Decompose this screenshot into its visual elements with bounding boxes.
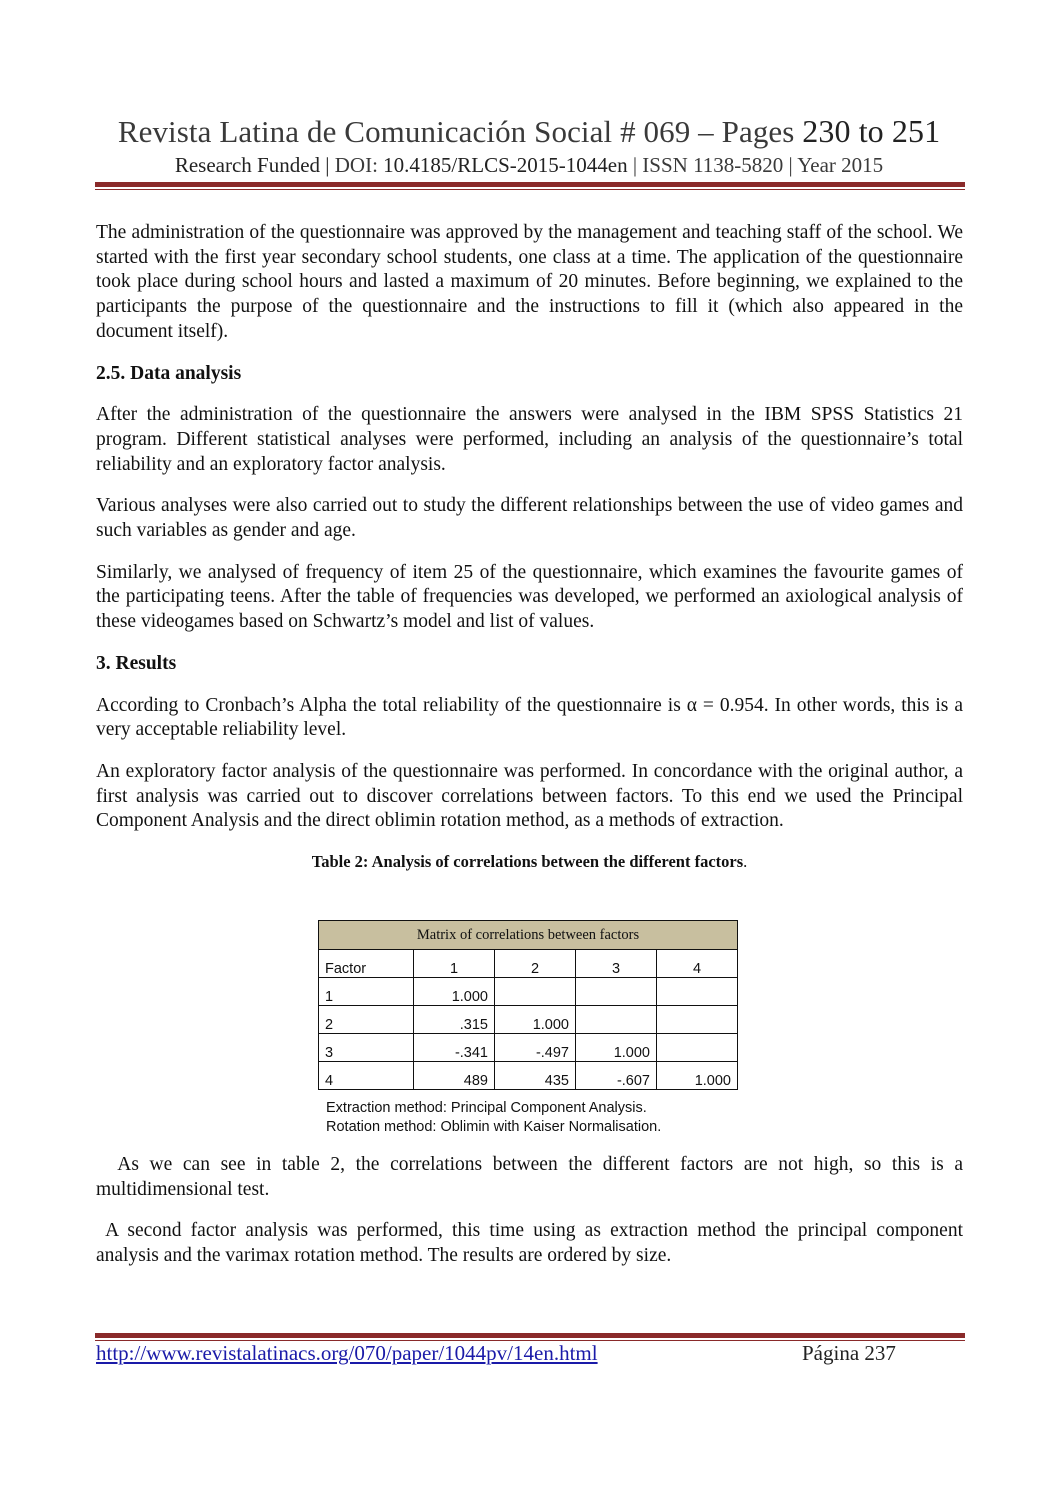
table-cell: 3 [319,1034,414,1062]
journal-title-prefix: Revista Latina de Comunicación Social # 069 – Pages [117,114,803,149]
table-header-cell: 1 [414,950,495,978]
table-header-cell: 4 [657,950,738,978]
subtitle-issn-year: | ISSN 1138-5820 | Year 2015 [627,153,884,177]
table-cell: 1 [319,978,414,1006]
table-cell: 4 [319,1062,414,1090]
section-heading-data-analysis: 2.5. Data analysis [96,362,242,384]
table-cell: 1.000 [576,1034,657,1062]
table-caption [96,851,963,873]
page-number: Página 237 [802,1341,896,1365]
paragraph: After the administration of the questionnaire the answers were analysed in the IBM SPSS Statistics 21 program. Different statistical analyses were performed, including an analysis of the questionnaire’s total reliability and an exploratory factor analysis. [96,404,963,475]
subtitle-research: Research Funded | [174,153,335,177]
table-title: Matrix of correlations between factors [319,921,738,950]
table-row [319,1006,738,1034]
table-cell [657,978,738,1006]
correlation-table-wrapper [318,920,738,1090]
table-row [319,1034,738,1062]
table-cell [576,978,657,1006]
table-cell [576,1006,657,1034]
paragraph: A second factor analysis was performed, this time using as extraction method the principal component analysis and the varimax rotation method. The results are ordered by size. [96,1220,968,1267]
table-cell: 435 [495,1062,576,1090]
subtitle-doi: 10.4185/RLCS-2015-1044en [383,153,628,177]
table-cell: 489 [414,1062,495,1090]
table-caption-text: Table 2: Analysis of correlations between the different factors [311,852,744,872]
header-rule [95,182,965,187]
table-row [319,978,738,1006]
main-content [96,221,963,873]
table-header-cell: 2 [495,950,576,978]
page-header [96,112,962,179]
table-title-row [319,921,738,950]
paragraph: An exploratory factor analysis of the questionnaire was performed. In concordance with the original author, a first analysis was carried out to discover correlations between factors. To this end we used the Principal Component Analysis and the direct oblimin rotation method, as a methods of extraction. [96,760,963,832]
table-cell: 1.000 [495,1006,576,1034]
table-header-cell: Factor [319,950,414,978]
table-header-cell: 3 [576,950,657,978]
paragraph: As we can see in table 2, the correlations between the different factors are not high, so this is a multidimensional test. [96,1154,968,1200]
table-cell [657,1006,738,1034]
journal-title-pages: 230 to 251 [802,113,941,149]
footer-rule [95,1333,965,1338]
subtitle-doi-label: DOI: [334,153,384,177]
table-cell: -.607 [576,1062,657,1090]
table-cell: 1.000 [657,1062,738,1090]
table-cell: .315 [414,1006,495,1034]
paragraph: According to Cronbach’s Alpha the total reliability of the questionnaire is α = 0.954. In other words, this is a very acceptable reliability level. [96,694,963,741]
footer-url-link[interactable]: http://www.revistalatinacs.org/070/paper/1044pv/14en.html [96,1341,598,1365]
section-heading-results: 3. Results [96,652,177,674]
journal-subtitle [96,151,962,179]
table-note-rotation: Rotation method: Oblimin with Kaiser Normalisation. [326,1119,662,1135]
post-table-content [96,1153,968,1286]
journal-title [96,112,962,151]
table-note-extraction: Extraction method: Principal Component Analysis. [326,1100,647,1116]
paragraph: The administration of the questionnaire was approved by the management and teaching staff of the school. We started with the first year secondary school students, one class at a time. The application of the questionnaire took place during school hours and lasted a maximum of 20 minutes. Before beginning, we explained to the participants the purpose of the questionnaire and the instructions to fill it (which also appeared in the document itself). [96,222,963,342]
table-cell: 1.000 [414,978,495,1006]
correlation-table [318,920,738,1090]
table-cell: -.497 [495,1034,576,1062]
table-header-row [319,950,738,978]
table-cell: 2 [319,1006,414,1034]
paragraph: Similarly, we analysed of frequency of item 25 of the questionnaire, which examines the favourite games of the participating teens. After the table of frequencies was developed, we performed an axiological analysis of these videogames based on Schwartz’s model and list of values. [96,561,963,633]
header-rule-thin [95,189,965,190]
table-cell [495,978,576,1006]
table-caption-period: . [743,852,748,872]
table-cell: -.341 [414,1034,495,1062]
paragraph: Various analyses were also carried out to study the different relationships between the use of video games and such variables as gender and age. [96,495,963,542]
table-notes [326,1099,661,1137]
table-row [319,1062,738,1090]
table-cell [657,1034,738,1062]
